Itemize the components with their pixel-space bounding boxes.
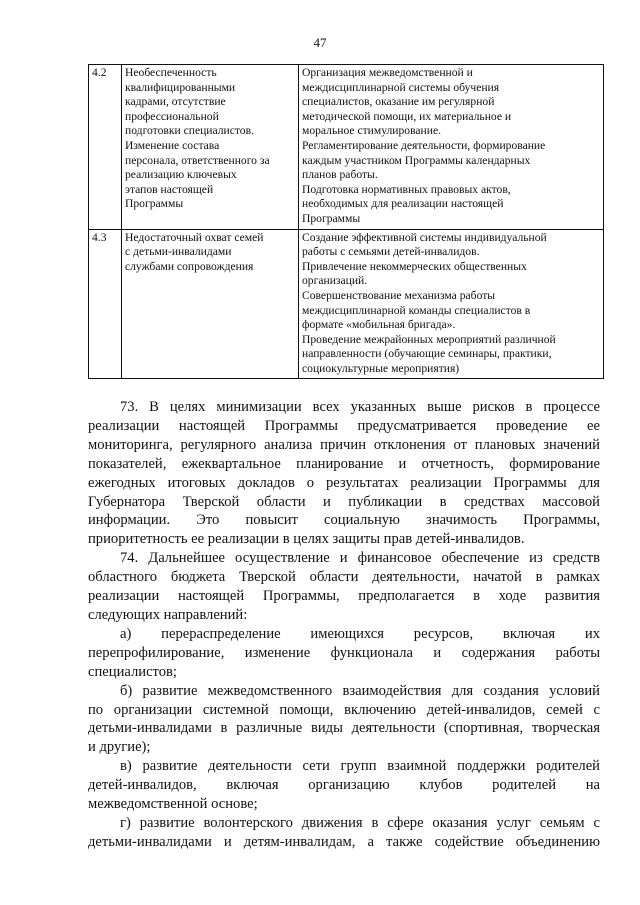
measures-cell [299,229,604,379]
cell-line: подготовки специалистов. [125,124,254,138]
paragraph [88,682,600,758]
paragraph [88,549,600,625]
cell-line: моральное стимулирование. [302,124,441,138]
cell-line: специалистов, оказание им регулярной [302,95,495,109]
text-line: 73. В целях минимизации всех указанных выше рисков в процессе [120,399,600,415]
text-line: по организации системной помощи, включению детей-инвалидов, семей с [88,701,600,718]
cell-line: квалифицированными [125,80,236,94]
text-line: межведомственной основе; [88,796,258,813]
text-line: ежегодных итоговых докладов о результатах реализации Программы для [88,474,600,491]
cell-line: междисциплинарной команды специалистов в [302,303,531,317]
text-line: детьми-инвалидами в различные виды деятельности (спортивная, творческая [88,720,600,737]
cell-line: реализацию ключевых [125,168,237,182]
text-line: приоритетность ее реализации в целях защиты прав детей-инвалидов. [88,531,525,548]
risk-table [88,64,604,379]
cell-line: направленности (обучающие семинары, практики, [302,347,552,361]
cell-line: Необеспеченность [125,66,217,79]
text-line: информации. Это повысит социальную значимость Программы, [88,512,600,529]
cell-line: необходимых для реализации настоящей [302,197,504,211]
page-number: 47 [313,35,327,50]
text-line: показателей, ежеквартальное планирование и отчетность, формирование [88,455,600,472]
cell-line: Подготовка нормативных правовых актов, [302,182,511,196]
cell-line: организаций. [302,274,368,288]
text-line: 74. Дальнейшее осуществление и финансовое обеспечение из средств [120,550,600,567]
cell-line: персонала, ответственного за [125,153,270,167]
paragraph [88,814,600,852]
row-number-cell: 4.3 [89,229,122,379]
paragraph [88,757,600,814]
cell-line: методической помощи, их материальное и [302,109,512,123]
text-line: мониторинга, регулярного анализа причин отклонения от плановых значений [88,436,600,453]
text-line: б) развитие межведомственного взаимодействия для создания условий [120,682,600,699]
risk-cell [122,65,299,230]
text-line: следующих направлений: [88,606,248,623]
cell-line: формате «мобильная бригада». [302,318,456,332]
text-line: реализации настоящей Программы, предполагается в ходе развития [88,588,600,605]
cell-line: Создание эффективной системы индивидуальной [302,230,547,244]
cell-line: Регламентирование деятельности, формирование [302,138,546,152]
cell-line: профессиональной [125,109,219,123]
text-line: а) перераспределение имеющихся ресурсов, включая их [120,625,600,642]
cell-line: Проведение межрайонных мероприятий различной [302,332,556,346]
cell-line: службами сопровождения [125,259,254,273]
cell-line: социокультурные мероприятия) [302,361,460,375]
text-line: специалистов; [88,663,177,680]
text-line: реализации настоящей Программы предусматривается проведение ее [88,417,600,434]
body-text [88,398,600,852]
cell-line: Совершенствование механизма работы [302,288,496,302]
paragraph [88,398,600,549]
measures-cell [299,65,604,230]
cell-line: планов работы. [302,168,378,182]
cell-line: работы с семьями детей-инвалидов. [302,245,480,259]
cell-line: междисциплинарной системы обучения [302,80,500,94]
text-line: и другие); [88,739,151,756]
text-line: в) развитие деятельности сети групп взаимной поддержки родителей [120,758,600,775]
table-row [89,229,604,379]
paragraph [88,625,600,682]
cell-line: каждым участником Программы календарных [302,153,531,167]
cell-line: Привлечение некоммерческих общественных [302,259,527,273]
text-line: детьми-инвалидами и детям-инвалидам, а также содействие объединению [88,833,600,850]
cell-line: Организация межведомственной и [302,66,473,79]
cell-line: Программы [125,197,184,211]
cell-line: Изменение состава [125,138,220,152]
cell-line: кадрами, отсутствие [125,95,226,109]
text-line: г) развитие волонтерского движения в сфере оказания услуг семьям с [120,814,600,831]
table-row [89,65,604,230]
text-line: перепрофилирование, изменение функционала и содержания работы [88,644,600,661]
cell-line: этапов настоящей [125,182,214,196]
cell-line: с детьми-инвалидами [125,245,232,259]
row-number-cell: 4.2 [89,65,122,230]
risk-cell [122,229,299,379]
cell-line: Недостаточный охват семей [125,230,264,244]
text-line: детей-инвалидов, включая организацию клубов родителей на [88,777,600,794]
text-line: областного бюджета Тверской области деятельности, начатой в рамках [88,569,600,586]
cell-line: Программы [302,211,361,225]
text-line: Губернатора Тверской области и публикации в средствах массовой [88,493,600,510]
